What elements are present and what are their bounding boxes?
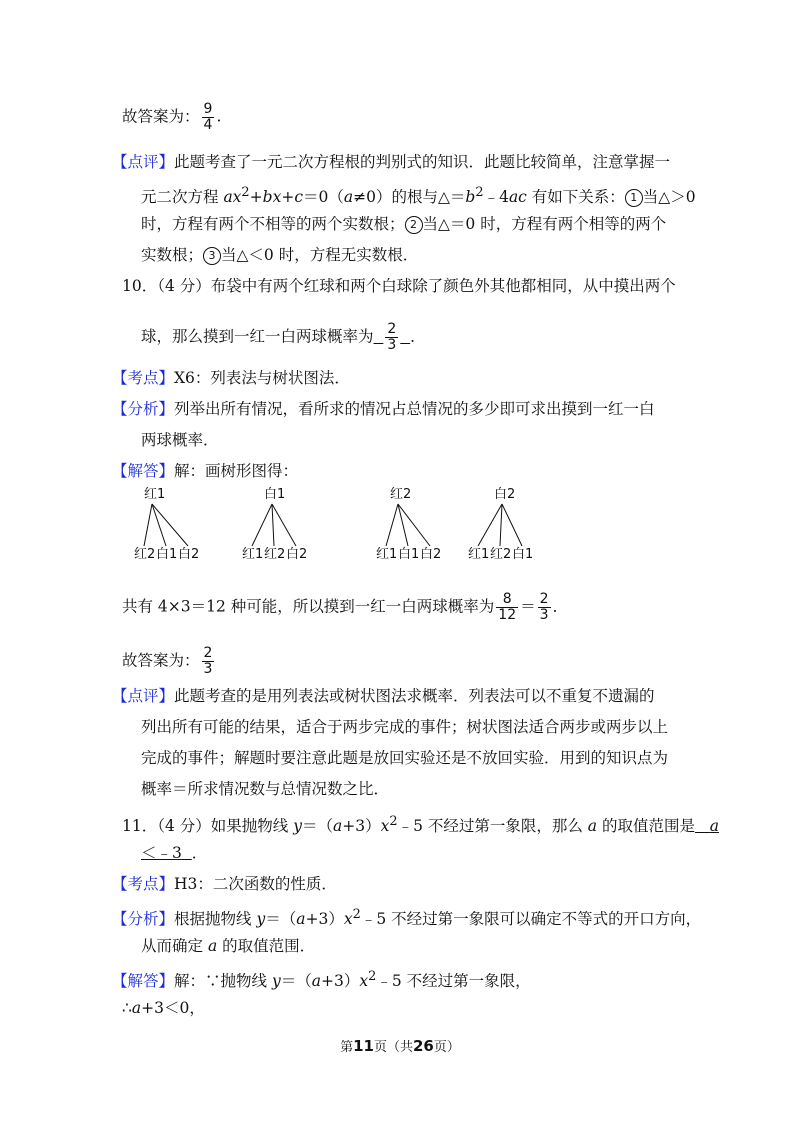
answer-line-q9: 故答案为： $\frac{9}{4}$ . — [122, 101, 222, 133]
tree-leaf: 白1 — [512, 547, 534, 562]
tree-leaf: 红1 — [376, 547, 398, 562]
jieda-q11: 【解答】解：∵抛物线 $y=(a+3)x^2﹣5$ 不经过第一象限， — [112, 969, 531, 991]
fenxi-q11-line2: 从而确定 a 的取值范围． — [141, 937, 316, 955]
answer-blank: ＜﹣3 — [141, 844, 182, 862]
fraction-8-12: $\frac{8}{12}$ — [498, 591, 517, 623]
review-tag: 【点评】 — [112, 153, 175, 171]
review-q10-line4: 概率＝所求情况数与总情况数之比． — [141, 780, 390, 798]
tree-leaf: 白2 — [286, 547, 308, 562]
tree-leaf: 红2 — [134, 547, 156, 562]
review-q10-line3: 完成的事件；解题时要注意此题是放回实验还是不放回实验．用到的知识点为 — [141, 749, 669, 767]
tree-root-0: 红1 — [144, 487, 166, 502]
review-q9-line4: 实数根； 3 当△＜0 时，方程无实数根． — [141, 246, 419, 264]
tree-leaf: 白1 — [156, 547, 178, 562]
fenxi-q10-line2: 两球概率． — [141, 431, 219, 449]
tree-branch — [500, 504, 502, 546]
kaodian-q11: 【考点】H3：二次函数的性质． — [112, 875, 337, 893]
page-number: 11 — [353, 1037, 374, 1055]
fraction-2-3: $\frac{2}{3}$ — [387, 321, 397, 353]
tree-branch — [502, 504, 522, 546]
fenxi-q11-line1: 【分析】根据抛物线 $y=(a+3)x^2﹣5$ 不经过第一象限可以确定不等式的开口方向， — [112, 907, 702, 929]
circled-number: 2 — [405, 216, 423, 234]
total-pages: 26 — [413, 1037, 434, 1055]
tree-branch — [152, 504, 188, 546]
tree-branch — [144, 504, 152, 546]
kaodian-tag: 【考点】 — [112, 875, 175, 893]
fraction-2-3: $\frac{2}{3}$ — [203, 645, 213, 677]
circled-number: 1 — [625, 189, 643, 207]
tree-leaf: 红2 — [490, 547, 512, 562]
tree-branch — [478, 504, 502, 546]
review-q9-line1: 【点评】此题考查了一元二次方程根的判别式的知识．此题比较简单，注意掌握一 — [112, 153, 671, 171]
jieda-tag: 【解答】 — [112, 972, 175, 991]
review-tag: 【点评】 — [112, 687, 175, 705]
page-footer: 第11页（共26页） — [340, 1037, 460, 1055]
kaodian-q10: 【考点】X6：列表法与树状图法． — [112, 369, 350, 387]
fraction-9-4: $\frac{9}{4}$ — [203, 101, 213, 133]
kaodian-tag: 【考点】 — [112, 369, 175, 387]
fenxi-tag: 【分析】 — [112, 400, 175, 418]
tree-diagram — [128, 484, 568, 564]
tree-branch — [272, 504, 274, 546]
tree-leaf: 白2 — [420, 547, 442, 562]
answer-blank — [374, 321, 411, 353]
question-11-line2: ＜﹣3 ． — [141, 844, 208, 862]
tree-branch — [152, 504, 166, 546]
question-11-line1: 11．（4 分）如果抛物线 $y=(a+3)x^2﹣5$ 不经过第一象限，那么 a 的取值范围是 a — [122, 814, 719, 836]
tree-leaf: 红1 — [242, 547, 264, 562]
tree-leaf: 红2 — [264, 547, 286, 562]
review-q10-line2: 列出所有可能的结果，适合于两步完成的事件；树状图法适合两步或两步以上 — [141, 718, 669, 736]
answer-line-q10: 故答案为： $\frac{2}{3}$ — [122, 645, 213, 677]
review-q9-line2: 元二次方程 $ax^2+bx+c=0(a\ne 0)$的根与$\triangle=b^2﹣4ac$ 有如下关系： 1 当△＞0 — [141, 185, 696, 207]
conclusion-line: ∴a+3＜0， — [122, 999, 205, 1017]
answer-blank: a — [709, 817, 719, 836]
question-10-line2: 球，那么摸到一红一白两球概率为 $\frac{2}{3}$ ． — [141, 321, 426, 353]
tree-leaf: 白1 — [398, 547, 420, 562]
tree-branch — [252, 504, 272, 546]
question-10-line1: 10．（4 分）布袋中有两个红球和两个白球除了颜色外其他都相同，从中摸出两个 — [122, 277, 676, 295]
tree-branch — [386, 504, 398, 546]
tree-root-3: 白2 — [494, 487, 516, 502]
jieda-q10: 【解答】解：画树形图得： — [112, 462, 299, 480]
tree-branch — [272, 504, 296, 546]
answer-prefix: 故答案为： — [122, 107, 200, 126]
circled-number: 3 — [203, 247, 221, 265]
total-outcomes-line: 共有 4×3＝12 种可能，所以摸到一红一白两球概率为 $\frac{8}{12}$ ＝ $\frac{2}{3}$ ． — [122, 591, 569, 623]
fenxi-q10-line1: 【分析】列举出所有情况，看所求的情况占总情况的多少即可求出摸到一红一白 — [112, 400, 655, 418]
fraction-2-3: $\frac{2}{3}$ — [539, 591, 549, 623]
tree-root-1: 白1 — [264, 487, 286, 502]
tree-leaf: 白2 — [178, 547, 200, 562]
review-q9-line3: 时，方程有两个不相等的两个实数根； 2 当△＝0 时，方程有两个相等的两个 — [141, 215, 667, 233]
review-q10-line1: 【点评】此题考查的是用列表法或树状图法求概率．列表法可以不重复不遗漏的 — [112, 687, 655, 705]
fenxi-tag: 【分析】 — [112, 910, 175, 929]
jieda-tag: 【解答】 — [112, 462, 175, 480]
tree-leaf: 红1 — [468, 547, 490, 562]
tree-root-2: 红2 — [390, 487, 412, 502]
